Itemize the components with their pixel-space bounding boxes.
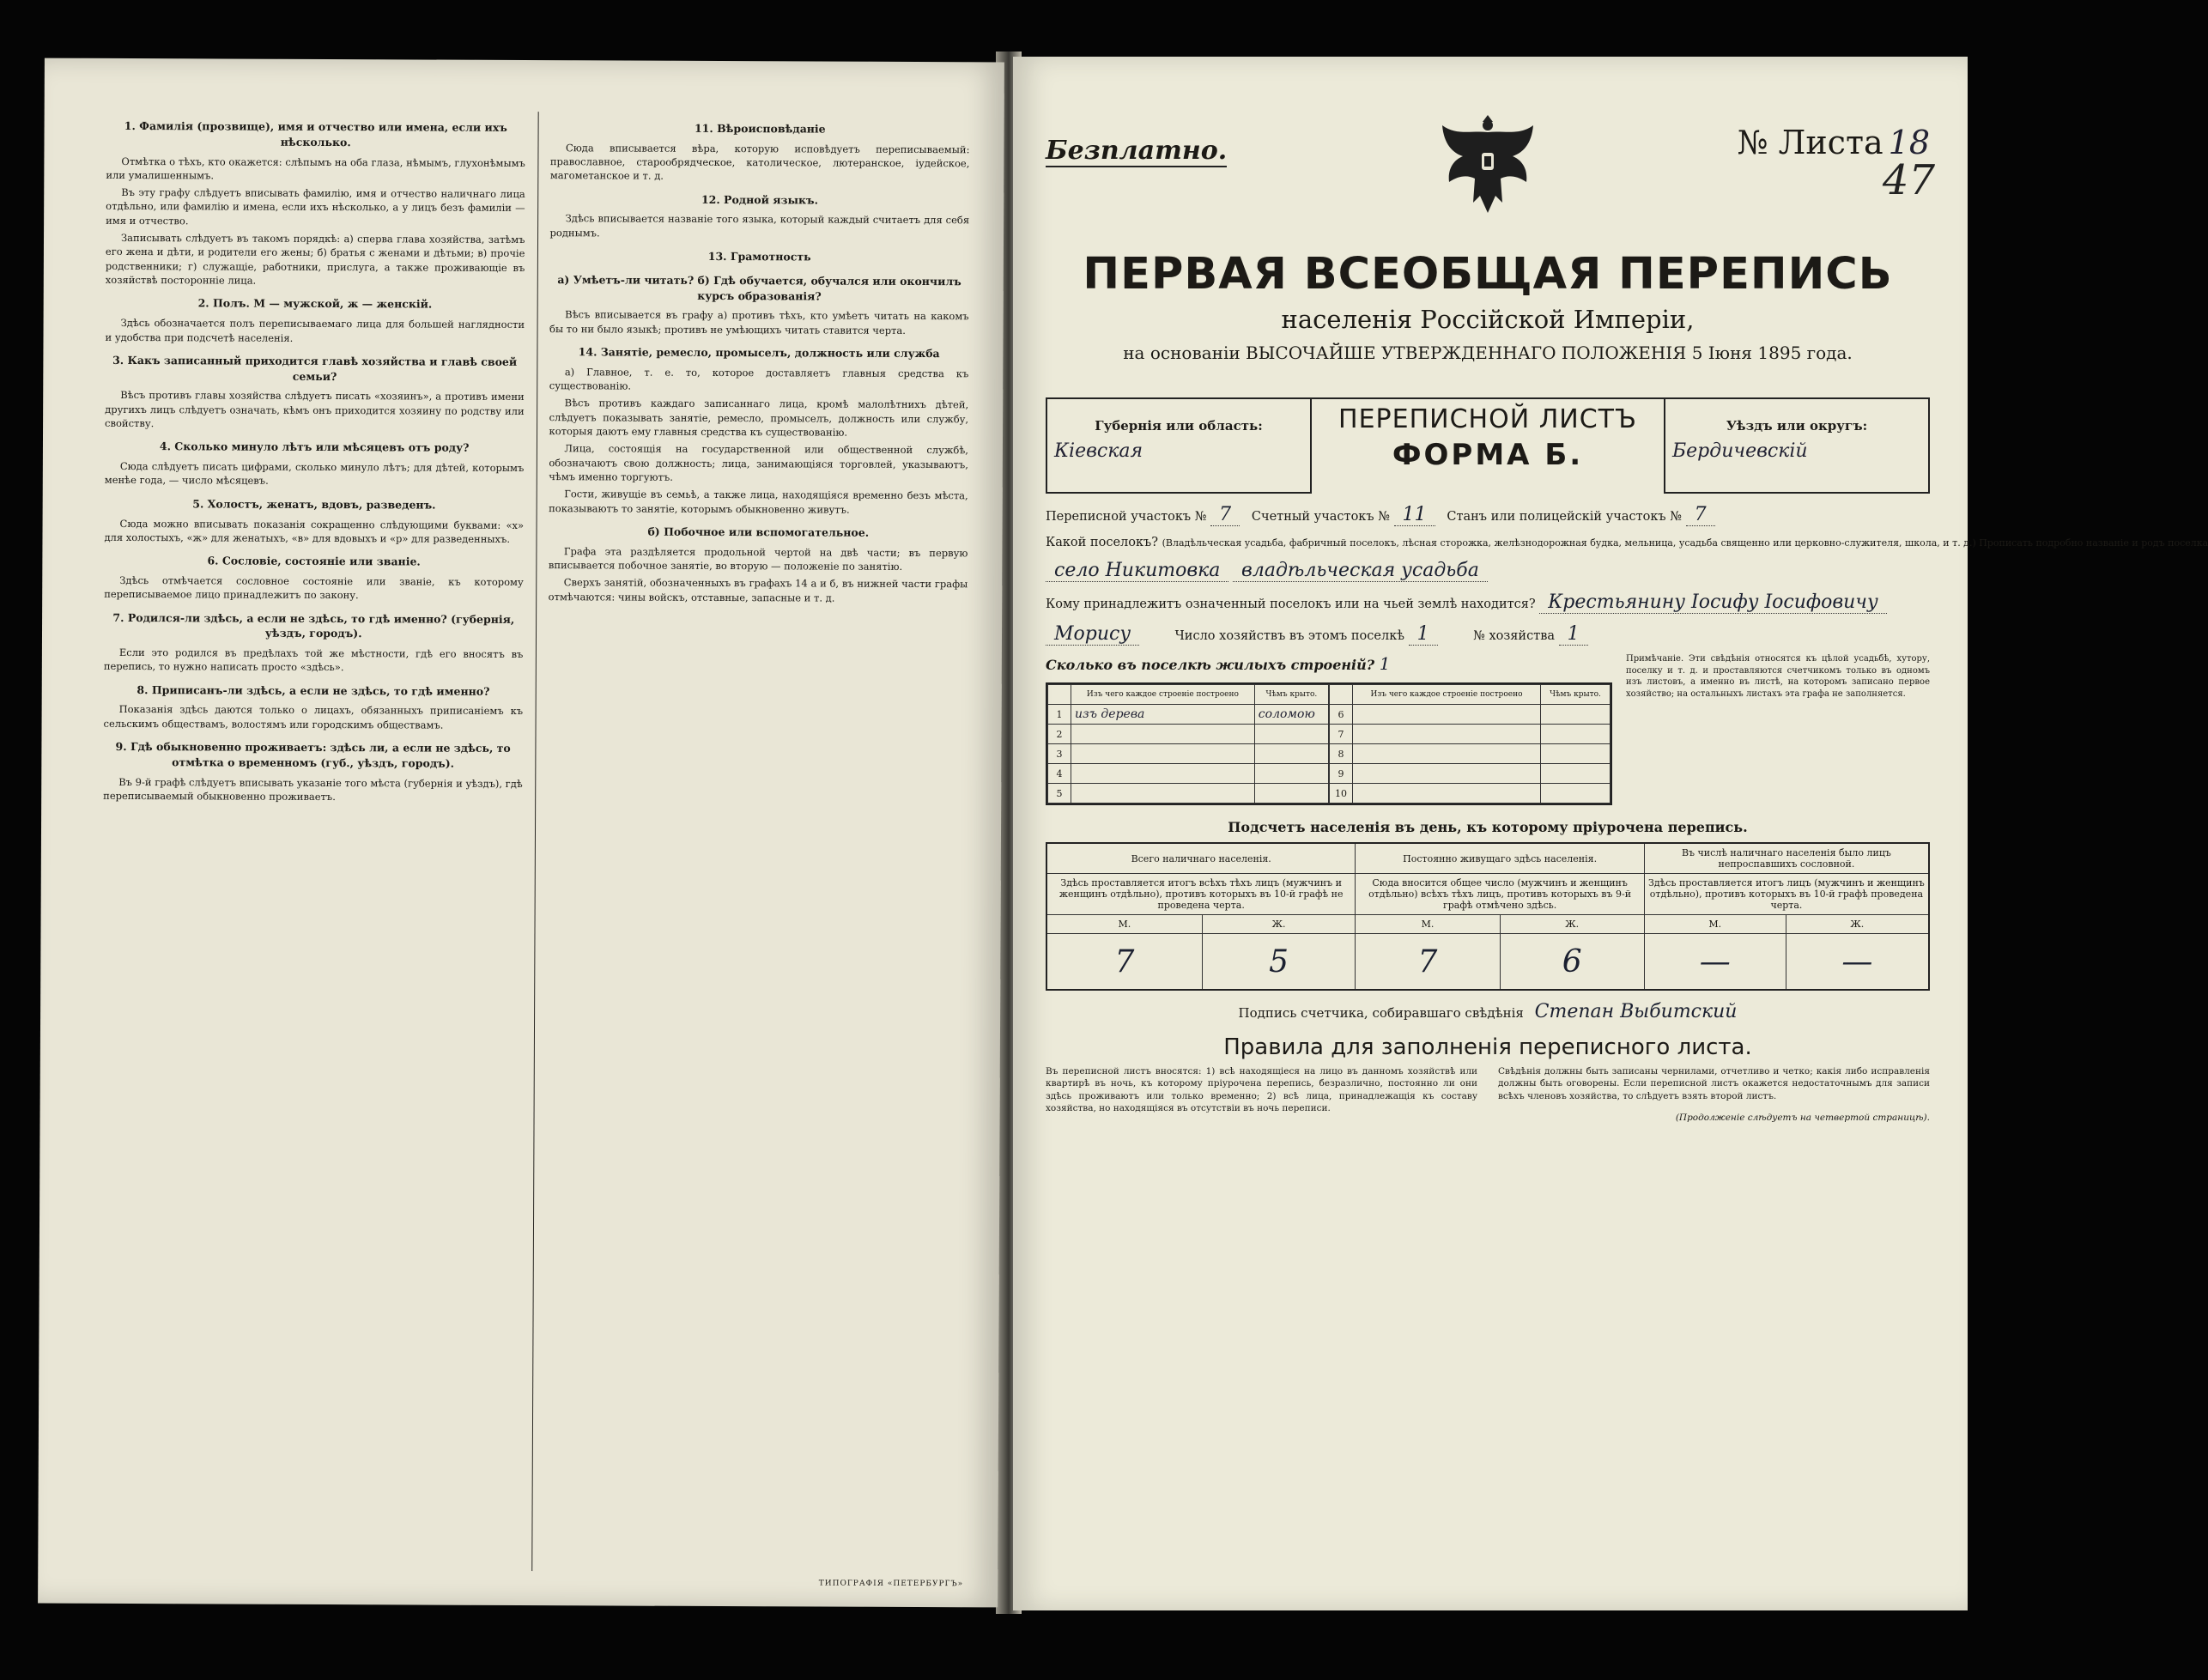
count-handwritten-value: — xyxy=(1644,934,1786,991)
legal-basis: на основаніи ВЫСОЧАЙШЕ УТВЕРЖДЕННАГО ПОЛОЖЕНІЯ 5 Іюня 1895 года. xyxy=(1123,343,1853,363)
settlement-handwritten-2: владѣльческая усадьба xyxy=(1233,560,1488,582)
form-name: ПЕРЕПИСНОЙ ЛИСТЪ xyxy=(1338,404,1637,434)
instruction-paragraph: Вѣсъ противъ каждаго записаннаго лица, кромѣ малолѣтнихъ дѣтей, слѣдуетъ показывать занятіе, ремесло, промыселъ, должность или службу, которыя даютъ ему главныя средства къ существованію. xyxy=(549,397,969,439)
population-count-title: Подсчетъ населенія въ день, къ которому пріурочена перепись. xyxy=(1228,819,1748,835)
households-label: Число хозяйствъ въ этомъ поселкѣ xyxy=(1174,629,1405,643)
dw-head-num xyxy=(1048,685,1071,705)
dwelling-built xyxy=(1353,764,1541,784)
instruction-paragraph: Записывать слѣдуетъ въ такомъ порядкѣ: а) сперва глава хозяйства, затѣмъ его жена и дѣти, и родители его жены; б) братья с женами и дѣтьми; в) прочіе родственники; г) служащіе, работники, прислуга, а также проживающіе въ хозяйствѣ посторонніе лица. xyxy=(105,232,525,287)
gubernia-label: Губернія или область: xyxy=(1095,418,1263,434)
dwelling-number: 10 xyxy=(1330,784,1353,804)
count-male-label: М. xyxy=(1046,915,1202,934)
rules-body xyxy=(1046,1065,1930,1133)
dwellings-row xyxy=(1048,764,1329,784)
count-sex-row xyxy=(1046,915,1929,934)
count-handwritten-value: — xyxy=(1786,934,1929,991)
settlement-line xyxy=(1046,536,2208,549)
count-column-head: Постоянно живущаго здѣсь населенія. xyxy=(1356,843,1644,874)
handwritten-page-number: 47 xyxy=(1882,156,1935,204)
household-number-handwritten: 1 xyxy=(1559,623,1588,646)
dwelling-number: 7 xyxy=(1330,725,1353,744)
instruction-paragraph: а) Главное, т. е. то, которое доставляетъ главныя средства къ существованію. xyxy=(549,366,969,392)
dwelling-built xyxy=(1071,784,1255,804)
form-header-boxes xyxy=(1046,397,1930,494)
count-column-desc: Сюда вносится общее число (мужчинъ и женщинъ отдѣльно) всѣхъ тѣхъ лицъ, противъ которыхъ въ 9-й графѣ отмѣчено здѣсь. xyxy=(1356,874,1644,915)
printer-imprint: ТИПОГРАФІЯ «ПЕТЕРБУРГЪ» xyxy=(818,1579,964,1589)
dwellings-remark: Примѣчаніе. Эти свѣдѣнія относятся къ цѣлой усадьбѣ, хутору, поселку и т. д. и проставляются счетчикомъ только въ одномъ изъ листовъ, а именно въ листѣ, на которомъ записано первое хозяйство; на остальныхъ листахъ эта графа не заполняется. xyxy=(1626,654,1930,699)
gubernia-box xyxy=(1046,399,1312,494)
instruction-paragraph: Въ эту графу слѣдуетъ вписывать фамилію, имя и отчество наличнаго лица отдѣльно, или фамилію и имена, если ихъ нѣсколько, а у лицъ безъ фамиліи — имя и отчество. xyxy=(106,186,525,227)
dwellings-table-right xyxy=(1329,684,1611,804)
count-precinct-label: Счетный участокъ № xyxy=(1251,510,1390,524)
instruction-paragraph: Вѣсъ вписывается въ графу а) противъ тѣхъ, кто умѣетъ читать на какомъ бы то ни было языкѣ; противъ не умѣющихъ читать ставится черта. xyxy=(549,308,969,337)
dwelling-number: 1 xyxy=(1048,705,1071,725)
households-handwritten: 1 xyxy=(1409,623,1438,646)
rules-left-column: Въ переписной листъ вносятся: 1) всѣ находящіеся на лицо въ данномъ хозяйствѣ или квартирѣ въ ночь, къ которому пріурочена перепись, безразлично, постоянно ли они здѣсь проживаютъ или только временно; 2) всѣ лица, принадлежащія къ составу хозяйства, но находящіяся въ отсутствіи въ ночь переписи. xyxy=(1046,1066,1477,1114)
count-column-desc: Здѣсь проставляется итогъ всѣхъ тѣхъ лицъ (мужчинъ и женщинъ отдѣльно), противъ которыхъ въ 10-й графѣ не проведена черта. xyxy=(1046,874,1356,915)
dwelling-roof xyxy=(1541,725,1611,744)
instruction-heading: 2. Полъ. М — мужской, ж — женскій. xyxy=(197,296,433,311)
police-precinct-label: Станъ или полицейскій участокъ № xyxy=(1447,510,1682,524)
dwelling-built xyxy=(1353,705,1541,725)
count-precinct-value: 11 xyxy=(1394,504,1435,526)
owner-handwritten-2: Морису xyxy=(1046,623,1139,646)
census-form-page xyxy=(1013,57,2208,1610)
owner-handwritten-1: Крестьянину Іосифу Іосифовичу xyxy=(1539,591,1886,614)
instruction-paragraph: Сюда слѣдуетъ писать цифрами, сколько минуло лѣтъ; для дѣтей, которымъ менѣе года, — число мѣсяцевъ. xyxy=(104,460,525,488)
instruction-paragraph: Лица, состоящія на государственной или общественной службѣ, обозначаютъ свою должность; лица, занимающіяся торговлей, указываютъ, чѣмъ именно торгуютъ. xyxy=(549,442,968,483)
sheet-number-handwritten: 18 xyxy=(1888,124,1930,161)
count-male-label: М. xyxy=(1644,915,1786,934)
dw-head-built: Изъ чего каждое строеніе построено xyxy=(1353,685,1541,705)
dwelling-built xyxy=(1353,744,1541,764)
instruction-heading: 6. Сословіе, состояніе или званіе. xyxy=(207,554,421,568)
police-precinct-value: 7 xyxy=(1686,504,1715,526)
instruction-heading: 1. Фамилія (прозвище), имя и отчество или имена, если ихъ нѣсколько. xyxy=(124,118,507,149)
dwellings-table-left xyxy=(1047,684,1329,804)
instruction-heading: 14. Занятіе, ремесло, промыселъ, должность или служба xyxy=(578,345,940,361)
dw-head-num xyxy=(1330,685,1353,705)
dwelling-number: 2 xyxy=(1048,725,1071,744)
instruction-paragraph: Если это родился въ предѣлахъ той же мѣстности, гдѣ его вносятъ въ перепись, то нужно написать просто «здѣсь». xyxy=(103,646,524,674)
instruction-paragraph: Здѣсь вписывается названіе того языка, который каждый считаетъ для себя роднымъ. xyxy=(549,212,970,240)
dwelling-built xyxy=(1353,725,1541,744)
uezd-box xyxy=(1664,399,1930,494)
instruction-paragraph: Въ 9-й графѣ слѣдуетъ вписывать указаніе того мѣста (губернія и уѣздъ), гдѣ переписываемый обыкновенно проживаетъ. xyxy=(103,775,523,804)
form-code: ФОРМА Б. xyxy=(1392,438,1584,472)
rules-right-text: Свѣдѣнія должны быть записаны чернилами, отчетливо и четко; какія либо исправленія должны быть оговорены. Если переписной листъ окажется недостаточнымъ для записи всѣхъ членовъ хозяйства, то слѣдуетъ взять второй листъ. xyxy=(1498,1066,1930,1101)
dw-head-roof: Чѣмъ крыто. xyxy=(1254,685,1328,705)
settlement-label: Какой поселокъ? xyxy=(1046,536,1159,549)
dwellings-label: Сколько въ поселкѣ жилыхъ строеній? xyxy=(1046,657,1375,673)
left-page-instructions xyxy=(38,58,1004,1608)
instruction-paragraph: Показанія здѣсь даются только о лицахъ, обязанныхъ приписаніемъ къ сельскимъ обществамъ, волостямъ или городскимъ обществамъ. xyxy=(103,703,524,731)
count-handwritten-value: 6 xyxy=(1500,934,1644,991)
dwelling-roof xyxy=(1254,725,1328,744)
instruction-paragraph: Здѣсь отмѣчается сословное состояніе или званіе, къ которому переписываемое лицо принадлежитъ по закону. xyxy=(104,573,524,602)
dwelling-built xyxy=(1071,725,1255,744)
count-female-label: Ж. xyxy=(1786,915,1929,934)
instruction-heading: 5. Холостъ, женатъ, вдовъ, разведенъ. xyxy=(192,497,436,512)
dwelling-number: 4 xyxy=(1048,764,1071,784)
dwelling-built xyxy=(1353,784,1541,804)
count-column-head: Въ числѣ наличнаго населенія было лицъ непроспавшихъ сословной. xyxy=(1644,843,1929,874)
count-value-row xyxy=(1046,934,1929,991)
census-precinct-value: 7 xyxy=(1210,504,1240,526)
uezd-label: Уѣздъ или округъ: xyxy=(1726,418,1868,434)
dwellings-row xyxy=(1330,744,1611,764)
instruction-heading: 12. Родной языкъ. xyxy=(701,192,819,207)
count-male-label: М. xyxy=(1356,915,1500,934)
instruction-heading: б) Побочное или вспомогательное. xyxy=(647,525,870,539)
household-number-label: № хозяйства xyxy=(1473,629,1556,643)
dwelling-roof xyxy=(1541,764,1611,784)
dwellings-row xyxy=(1330,725,1611,744)
count-handwritten-value: 7 xyxy=(1046,934,1202,991)
instruction-heading: 7. Родился-ли здѣсь, а если не здѣсь, то гдѣ именно? (губернія, уѣздъ, городъ). xyxy=(112,610,515,640)
dwelling-roof xyxy=(1541,744,1611,764)
dw-head-built: Изъ чего каждое строеніе построено xyxy=(1071,685,1255,705)
form-subtitle: населенія Россійской Имперіи, xyxy=(1281,305,1695,334)
instruction-paragraph: Здѣсь обозначается полъ переписываемаго лица для большей наглядности и удобства при подсчетѣ населенія. xyxy=(105,317,525,344)
free-label: Безплатно. xyxy=(1046,136,1228,166)
dwelling-number: 3 xyxy=(1048,744,1071,764)
instruction-paragraph: Сверхъ занятій, обозначенныхъ въ графахъ 14 а и б, въ нижней части графы отмѣчаются: чины войскъ, отставные, запасные и т. д. xyxy=(548,576,968,604)
signature-label: Подпись счетчика, собиравшаго свѣдѣнія xyxy=(1238,1005,1524,1021)
count-head-row xyxy=(1046,843,1929,874)
dwellings-tables xyxy=(1046,653,1612,805)
count-column-desc: Здѣсь проставляется итогъ лицъ (мужчинъ и женщинъ отдѣльно), противъ которыхъ въ 10-й графѣ проведена черта. xyxy=(1644,874,1929,915)
dwellings-question xyxy=(1046,653,1612,674)
dwelling-built xyxy=(1071,744,1255,764)
dwelling-number: 8 xyxy=(1330,744,1353,764)
instruction-heading: 8. Приписанъ-ли здѣсь, а если не здѣсь, то гдѣ именно? xyxy=(136,682,490,698)
dwellings-row xyxy=(1048,784,1329,804)
dwelling-roof xyxy=(1254,744,1328,764)
form-type xyxy=(1312,399,1664,494)
dwelling-roof xyxy=(1541,784,1611,804)
settlement-hint: (Владѣльческая усадьба, фабричный поселокъ, лѣсная сторожка, желѣзнодорожная будка, мельница, усадьба священно или церковно-служителя, школа, и т. д.) Прописать подробно названіе и родъ поселка xyxy=(1162,537,2208,549)
double-headed-eagle-emblem xyxy=(1423,100,1552,228)
dwellings-row xyxy=(1330,764,1611,784)
instruction-heading: 11. Вѣроисповѣданіе xyxy=(694,121,826,136)
instruction-heading: а) Умѣетъ-ли читать? б) Гдѣ обучается, обучался или окончилъ курсъ образованія? xyxy=(557,273,961,303)
uezd-handwritten: Бердичевскій xyxy=(1672,440,1808,462)
dwelling-built: изъ дерева xyxy=(1071,705,1255,725)
dwelling-roof xyxy=(1254,784,1328,804)
dwelling-roof xyxy=(1541,705,1611,725)
dwelling-built xyxy=(1071,764,1255,784)
dwelling-number: 6 xyxy=(1330,705,1353,725)
instruction-heading: 4. Сколько минуло лѣтъ или мѣсяцевъ отъ роду? xyxy=(159,440,470,455)
dwellings-section xyxy=(1046,653,1930,805)
instruction-paragraph: Сюда можно вписывать показанія сокращенно слѣдующими буквами: «х» для холостыхъ, «ж» для женатыхъ, «в» для вдовыхъ и «р» для разведенныхъ. xyxy=(104,517,525,545)
instruction-paragraph: Графа эта раздѣляется продольной чертой на двѣ части; въ первую вписывается побочное занятіе, во вторую — положеніе по занятію. xyxy=(548,545,968,573)
instruction-heading: 13. Грамотность xyxy=(707,250,811,264)
population-count-table xyxy=(1046,842,1930,991)
dwellings-row xyxy=(1048,725,1329,744)
instructions-column-1 xyxy=(88,110,537,1571)
count-handwritten-value: 7 xyxy=(1356,934,1500,991)
dwelling-roof xyxy=(1254,764,1328,784)
precinct-line xyxy=(1046,504,1930,525)
instruction-paragraph: Отмѣтка о тѣхъ, кто окажется: слѣпымъ на оба глаза, нѣмымъ, глухонѣмымъ или умалишеннымъ. xyxy=(106,155,525,182)
instruction-paragraph: Вѣсъ противъ главы хозяйства слѣдуетъ писать «хозяинъ», а противъ имени другихъ лицъ слѣдуетъ означать, кѣмъ онъ приходится хозяину по родству или свойству. xyxy=(105,389,525,430)
form-title: ПЕРВАЯ ВСЕОБЩАЯ ПЕРЕПИСЬ xyxy=(1083,249,1893,300)
count-desc-row xyxy=(1046,874,1929,915)
owner-label: Кому принадлежитъ означенный поселокъ или на чьей землѣ находится? xyxy=(1046,597,1536,611)
form-top xyxy=(1046,100,1935,228)
dwellings-header-row xyxy=(1048,685,1329,705)
count-handwritten-value: 5 xyxy=(1202,934,1356,991)
census-precinct-label: Переписной участокъ № xyxy=(1046,510,1207,524)
owner-line-2 xyxy=(1046,623,1930,645)
instruction-paragraph: Гости, живущіе въ семьѣ, а также лица, находящіяся временно безъ мѣста, показываютъ то занятіе, которымъ обыкновенно живутъ. xyxy=(549,488,968,516)
rules-continuation: (Продолженіе слѣдуетъ на четвертой страницѣ). xyxy=(1675,1112,1930,1123)
settlement-handwritten-1: село Никитовка xyxy=(1046,560,1228,582)
dwellings-header-row xyxy=(1330,685,1611,705)
dwellings-row xyxy=(1048,705,1329,725)
instruction-heading: 3. Какъ записанный приходится главѣ хозяйства и главѣ своей семьи? xyxy=(112,353,518,383)
count-female-label: Ж. xyxy=(1500,915,1644,934)
dwelling-roof: соломою xyxy=(1254,705,1328,725)
dwellings-row xyxy=(1048,744,1329,764)
gubernia-handwritten: Кіевская xyxy=(1054,440,1143,462)
dwelling-number: 5 xyxy=(1048,784,1071,804)
instruction-paragraph: Сюда вписывается вѣра, которую исповѣдуетъ переписываемый: православное, старообрядческое, католическое, лютеранское, іудейское, магометанское и т. д. xyxy=(549,141,970,183)
signature-handwritten: Степан Выбитский xyxy=(1534,1001,1738,1022)
instructions-column-2 xyxy=(531,112,982,1573)
instruction-heading: 9. Гдѣ обыкновенно проживаетъ: здѣсь ли, а если не здѣсь, то отмѣтка о временномъ (губ., уѣздъ, городъ). xyxy=(115,740,511,770)
enumerator-signature xyxy=(1046,1001,1930,1022)
count-column-head: Всего наличнаго населенія. xyxy=(1046,843,1356,874)
rules-title: Правила для заполненія переписного листа. xyxy=(1223,1034,1752,1060)
dwellings-grid xyxy=(1046,682,1612,805)
dwellings-row xyxy=(1330,784,1611,804)
settlement-value-line xyxy=(1046,560,1930,581)
dw-head-roof: Чѣмъ крыто. xyxy=(1541,685,1611,705)
dwelling-number: 9 xyxy=(1330,764,1353,784)
owner-line xyxy=(1046,591,1930,613)
dwellings-row xyxy=(1330,705,1611,725)
rules-right-column xyxy=(1498,1065,1930,1133)
dwellings-handwritten: 1 xyxy=(1379,653,1391,674)
sheet-number-label: № Листа xyxy=(1737,124,1883,161)
count-female-label: Ж. xyxy=(1202,915,1356,934)
